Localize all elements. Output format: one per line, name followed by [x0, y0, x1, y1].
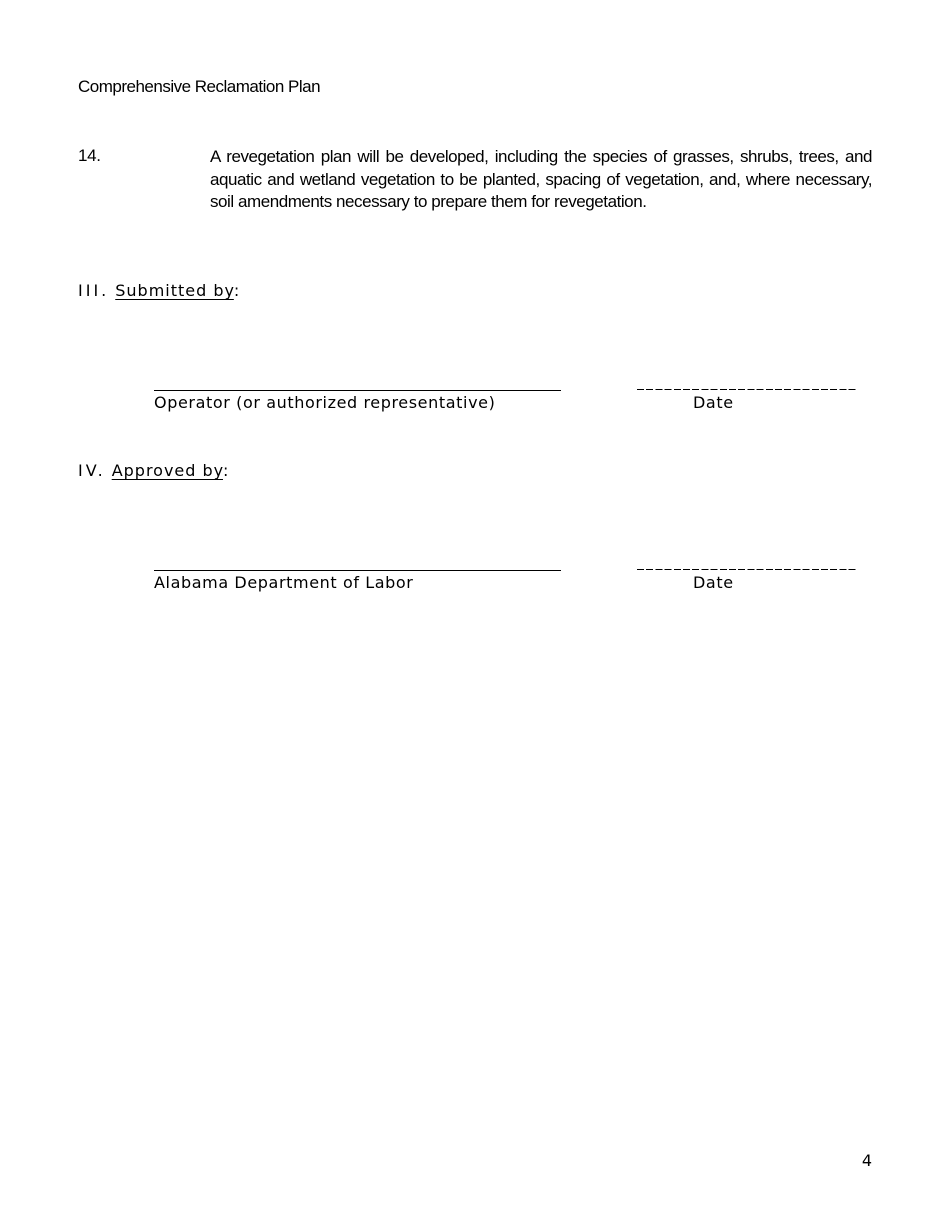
page-number: 4: [861, 1151, 872, 1170]
submitted-date-caption: Date: [693, 393, 734, 412]
section-label: Approved by: [111, 461, 223, 480]
document-header-title: Comprehensive Reclamation Plan: [78, 77, 321, 96]
section-numeral: III.: [78, 281, 110, 300]
approved-date-line[interactable]: [637, 569, 858, 570]
approver-signature-line[interactable]: [154, 570, 561, 571]
operator-signature-line[interactable]: [154, 390, 561, 391]
section-label: Submitted by: [115, 281, 234, 300]
section-suffix: :: [222, 461, 230, 480]
approver-signature-caption: Alabama Department of Labor: [154, 573, 414, 592]
section-numeral: IV.: [78, 461, 106, 480]
approved-date-caption: Date: [693, 573, 734, 592]
item-text: A revegetation plan will be developed, including the species of grasses, shrubs, trees, and aquatic and wetland vegetation to be planted, spacing of vegetation, and, where necessary, soil amendments necessary to prepare them for revegetation.: [210, 147, 872, 211]
section-submitted-by-heading: [78, 281, 240, 300]
item-number: 14.: [78, 146, 101, 165]
section-approved-by-heading: [78, 461, 229, 480]
operator-signature-caption: Operator (or authorized representative): [154, 393, 496, 412]
submitted-date-line[interactable]: [637, 389, 858, 390]
section-suffix: :: [233, 281, 241, 300]
